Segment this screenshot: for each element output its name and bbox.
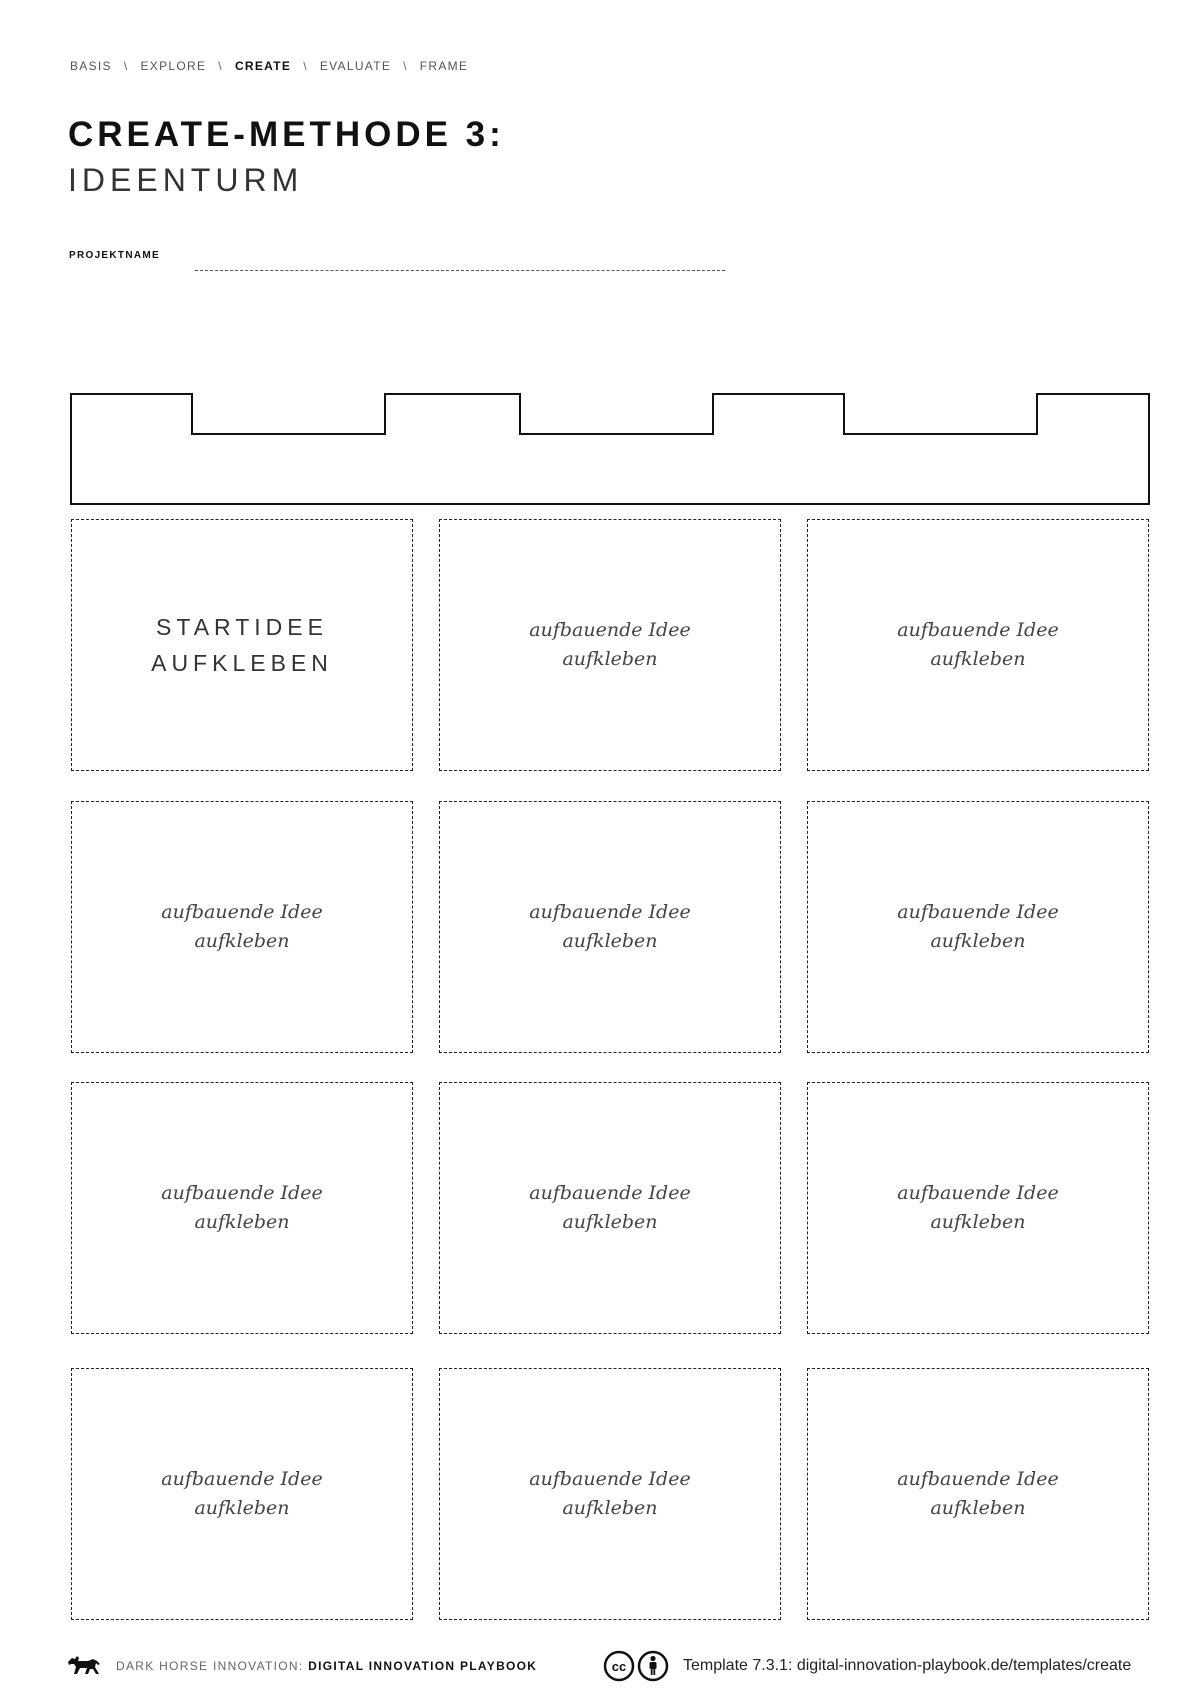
breadcrumb-separator: \	[403, 59, 408, 73]
breadcrumb-item-frame[interactable]: FRAME	[419, 59, 469, 73]
build-idea-card[interactable]	[807, 801, 1149, 1053]
build-idea-card[interactable]	[71, 801, 413, 1053]
breadcrumb-item-evaluate[interactable]: EVALUATE	[319, 59, 392, 73]
breadcrumb-item-create[interactable]: CREATE	[234, 59, 292, 73]
build-idea-label: aufbauende Idee aufkleben	[161, 901, 323, 952]
build-idea-label: aufbauende Idee aufkleben	[529, 619, 691, 670]
breadcrumb-item-basis[interactable]: BASIS	[70, 59, 112, 73]
build-idea-card[interactable]	[71, 1082, 413, 1334]
template-reference-link[interactable]: Template 7.3.1: digital-innovation-playbook.de/templates/create	[683, 1657, 1132, 1674]
page-subtitle: IDEENTURM	[68, 162, 304, 198]
build-idea-card[interactable]	[439, 519, 781, 771]
build-idea-label: aufbauende Idee aufkleben	[529, 1468, 691, 1519]
build-idea-card[interactable]	[807, 1082, 1149, 1334]
breadcrumb-separator: \	[218, 59, 223, 73]
svg-text:cc: cc	[611, 1659, 627, 1674]
build-idea-card[interactable]	[439, 1368, 781, 1620]
build-idea-label: aufbauende Idee aufkleben	[529, 901, 691, 952]
build-idea-label: aufbauende Idee aufkleben	[529, 1182, 691, 1233]
build-idea-card[interactable]	[71, 1368, 413, 1620]
project-name-field[interactable]	[195, 270, 725, 271]
build-idea-label: aufbauende Idee aufkleben	[897, 1182, 1059, 1233]
build-idea-label: aufbauende Idee aufkleben	[897, 1468, 1059, 1519]
footer	[66, 1650, 1156, 1680]
creative-commons-by-icon[interactable]	[603, 1650, 675, 1682]
tower-battlement	[70, 393, 1150, 505]
start-idea-card[interactable]	[71, 519, 413, 771]
project-name-label: PROJEKTNAME	[69, 250, 160, 261]
build-idea-card[interactable]	[807, 519, 1149, 771]
build-idea-label: aufbauende Idee aufkleben	[897, 901, 1059, 952]
build-idea-label: aufbauende Idee aufkleben	[161, 1182, 323, 1233]
build-idea-card[interactable]	[439, 1082, 781, 1334]
breadcrumb	[70, 59, 468, 73]
build-idea-card[interactable]	[439, 801, 781, 1053]
page-title: CREATE-METHODE 3:	[68, 115, 505, 154]
build-idea-label: aufbauende Idee aufkleben	[161, 1468, 323, 1519]
breadcrumb-separator: \	[303, 59, 308, 73]
dark-horse-icon	[66, 1652, 102, 1676]
start-idea-label: STARTIDEE AUFKLEBEN	[151, 614, 333, 676]
breadcrumb-separator: \	[123, 59, 129, 73]
build-idea-card[interactable]	[807, 1368, 1149, 1620]
footer-brand: DARK HORSE INNOVATION: DIGITAL INNOVATION PLAYBOOK	[116, 1659, 538, 1673]
breadcrumb-item-explore[interactable]: EXPLORE	[140, 59, 207, 73]
build-idea-label: aufbauende Idee aufkleben	[897, 619, 1059, 670]
